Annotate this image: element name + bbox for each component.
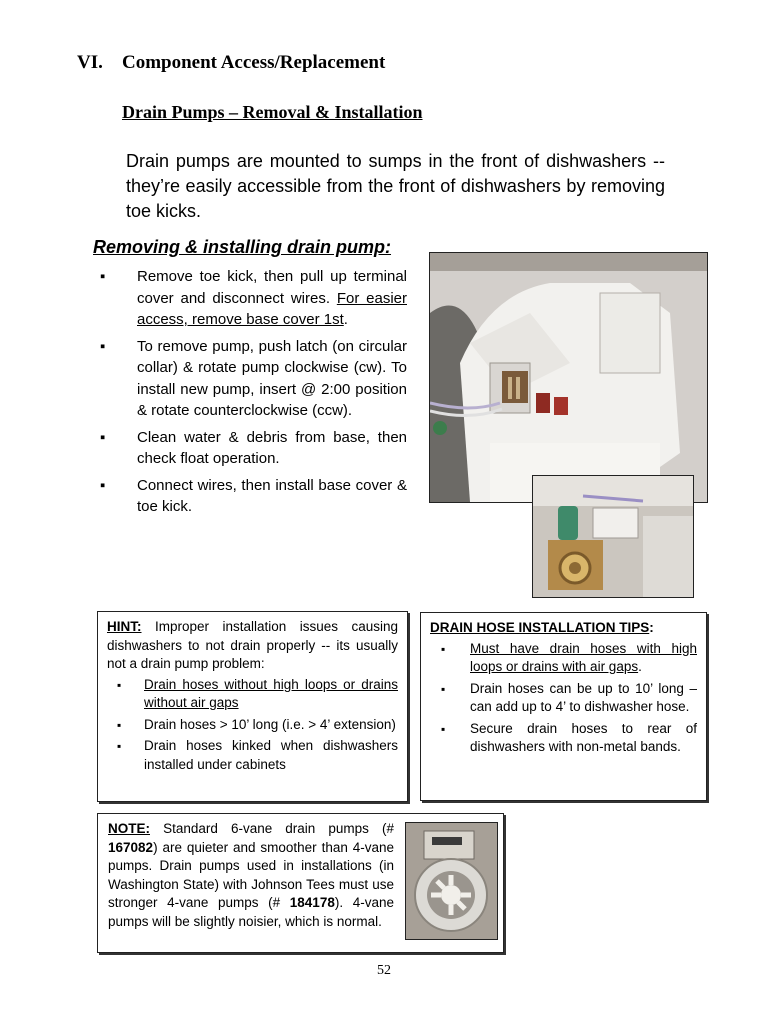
tips-heading: DRAIN HOSE INSTALLATION TIPS: xyxy=(430,620,654,635)
tips-list xyxy=(430,640,697,757)
page-number: 52 xyxy=(377,963,391,978)
hint-item: ▪ Drain hoses kinked when dishwashers installed under cabinets xyxy=(107,737,398,774)
section-title: Component Access/Replacement xyxy=(122,52,386,73)
note-text: NOTE: Standard 6-vane drain pumps (# 167082) are quieter and smoother than 4-vane pumps. Drain pumps used in installations (in Washington State) with Johnson Tees must use stronger 4-vane pumps (# 184178). 4-vane pumps will be slightly noisier, which is normal. xyxy=(108,821,394,929)
step-item: ▪ To remove pump, push latch (on circular collar) & rotate pump clockwise (cw). To install new pump, insert @ 2:00 position & rotate counterclockwise (ccw). xyxy=(100,336,407,422)
step-item: ▪ Remove toe kick, then pull up terminal cover and disconnect wires. For easier access, remove base cover 1st. xyxy=(100,266,407,331)
step-item: ▪ Connect wires, then install base cover & toe kick. xyxy=(100,475,407,518)
hint-item: ▪ Drain hoses without high loops or drains without air gaps xyxy=(107,676,398,713)
tips-item: ▪ Secure drain hoses to rear of dishwashers with non-metal bands. xyxy=(430,720,697,757)
procedure-steps xyxy=(100,266,407,523)
procedure-heading: Removing & installing drain pump: xyxy=(93,237,392,257)
section-number: VI. xyxy=(77,52,103,73)
drain-hose-tips-box xyxy=(420,612,707,801)
hint-text: HINT: Improper installation issues causing dishwashers to not drain properly -- its usually not a drain pump problem: xyxy=(107,619,398,671)
drain-pump-photo xyxy=(429,252,708,503)
pump-impeller-photo xyxy=(405,822,498,940)
pump-inset-photo xyxy=(532,475,694,598)
section-heading xyxy=(77,52,385,74)
sub-heading: Drain Pumps – Removal & Installation xyxy=(122,102,423,122)
hint-box xyxy=(97,611,408,802)
hint-item: ▪ Drain hoses > 10’ long (i.e. > 4’ extension) xyxy=(107,716,398,735)
intro-paragraph: Drain pumps are mounted to sumps in the front of dishwashers -- they’re easily accessible from the front of dishwashers by removing toe kicks. xyxy=(126,151,665,221)
hint-list xyxy=(107,676,398,775)
tips-item: ▪ Drain hoses can be up to 10’ long – can add up to 4’ to dishwasher hose. xyxy=(430,680,697,717)
tips-item: ▪ Must have drain hoses with high loops or drains with air gaps. xyxy=(430,640,697,677)
step-item: ▪ Clean water & debris from base, then check float operation. xyxy=(100,427,407,470)
